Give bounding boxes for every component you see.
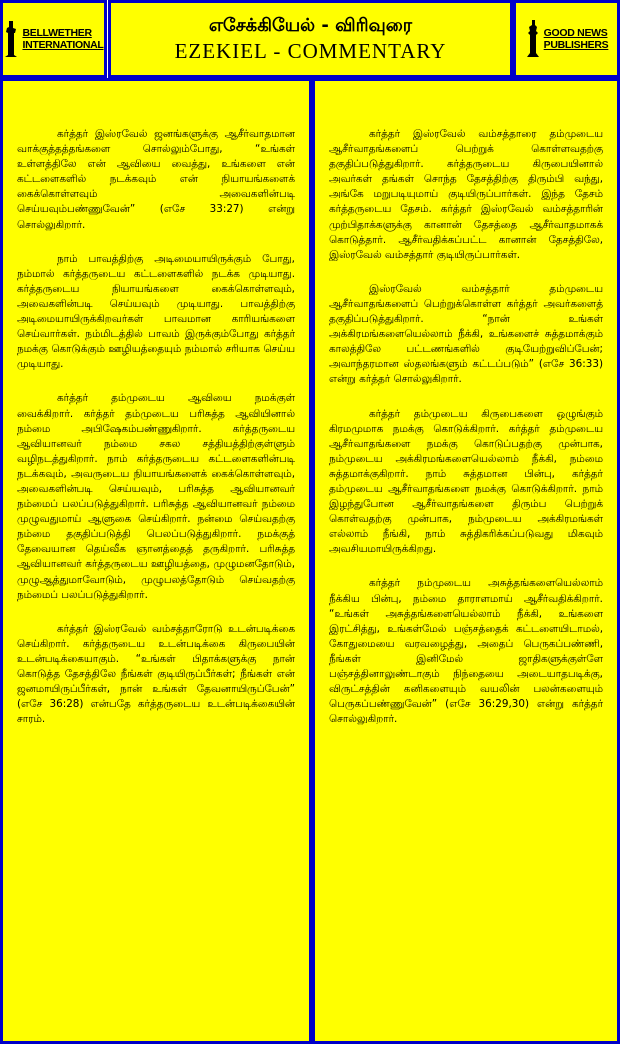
right-paragraph-2: இஸ்ரவேல் வம்சத்தார் தம்முடைய ஆசீர்வாதங்களைப் பெற்றுக்கொள்ள கர்த்தர் அவர்களைத் தகுதிப்படுத்துகிறார். “நான் உங்கள் அக்கிரமங்களையெல்லாம் நீக்கி, உங்களைச் சுத்தமாக்கும் காலத்திலே பட்டணங்களில் குடியேற்றுவிப்பேன்; அவாந்தரமான ஸ்தலங்களும் கட்டப்படும்” (எசே 36:33) என்று கர்த்தர் சொல்லுகிறார். <box>329 282 603 386</box>
good-news-figure-icon <box>525 19 541 59</box>
right-paragraph-3: கர்த்தர் தம்முடைய கிருபைகளை ஒழுங்கும் கிரமமுமாக நமக்கு கொடுக்கிறார். கர்த்தர் தம்முடைய ஆசீர்வாதங்களை நமக்கு கொடுப்பதற்கு முன்பாக, நம்முடைய அக்கிரமங்களையெல்லாம் நீக்கி, நம்மை சுத்தமாக்குகிறார். நாம் சுத்தமான பின்பு, கர்த்தர் தம்முடைய ஆசீர்வாதங்களை நமக்கு கொடுக்கிறார். நாம் இழந்துபோன ஆசீர்வாதங்களை திரும்ப பெற்றுக் கொள்வதற்கு முன்பாக, நம்முடைய அக்கிரமங்கள் எல்லாம் நீங்கி, நாம் சுத்திகரிக்கப்படுவது மிகவும் அவசியமாயிருக்கிறது. <box>329 407 603 556</box>
left-paragraph-1: கர்த்தர் இஸ்ரவேல் ஜனங்களுக்கு ஆசீர்வாதமான வாக்குத்தத்தங்களை சொல்லும்போது, “உங்கள் உள்ளத்திலே என் ஆவியை வைத்து, உங்களை என் கட்டளைகளில் நடக்கவும் என் நியாயங்களைக் கைக்கொள்ளவும் அவைகளின்படி செய்யவும்பண்ணுவேன்” (எசே 33:27) என்று சொல்லுகிறார். <box>17 128 295 231</box>
right-logo-box <box>513 0 620 78</box>
page-title-english: EZEKIEL - COMMENTARY <box>174 39 447 63</box>
left-logo-box <box>0 0 107 78</box>
title-box <box>108 0 513 78</box>
right-paragraph-4: கர்த்தர் நம்முடைய அசுத்தங்களையெல்லாம் நீக்கிய பின்பு, நம்மை தாராளமாய் ஆசீர்வதிக்கிறார். “உங்கள் அசுத்தங்களையெல்லாம் நீக்கி, உங்களை இரட்சித்து, உங்கள்மேல் பஞ்சத்தைக் கட்டளையிடாமல், கோதுமையை வரவழைத்து, அதைப் பெருகப்பண்ணி, நீங்கள் இனிமேல் ஜாதிகளுக்குள்ளே பஞ்சத்தினாலுண்டாகும் நிந்தையை அடையாதபடிக்கு, விருட்சத்தின் கனிகளையும் வயலின் பலன்களையும் பெருகப்பண்ணுவேன்” (எசே 36:29,30) என்று கர்த்தர் சொல்லுகிறார். <box>329 577 603 726</box>
good-news-logo <box>525 19 609 59</box>
bellwether-sheep-icon <box>3 19 19 59</box>
right-paragraph-1: கர்த்தர் இஸ்ரவேல் வம்சத்தாரை தம்முடைய ஆசீர்வாதங்களைப் பெற்றுக் கொள்ளவதற்கு தகுதிப்படுத்துகிறார். கர்த்தருடைய கிருபையினால் அவர்கள் தங்கள் சொந்த தேசத்திற்கு திரும்பி வந்து, அங்கே மறுபடியுமாய் குடியிருப்பார்கள். இந்த தேசம் கர்த்தருடைய தேசம். கர்த்தர் இஸ்ரவேல் வம்சத்தாரின் முற்பிதாக்களுக்கு கானான் தேசத்தை ஆசீர்வாதமாகக் கொடுத்தார். ஆசீர்வதிக்கப்பட்ட கானான் தேசத்திலே, இஸ்ரவேல் வம்சத்தார் குடியிருப்பார்கள். <box>329 128 603 261</box>
left-paragraph-3: கர்த்தர் தம்முடைய ஆவியை நமக்குள் வைக்கிறார். கர்த்தர் தம்முடைய பரிசுத்த ஆவியினால் நம்மை அபிஷேகம்பண்ணுகிறார். கர்த்தருடைய ஆவியானவர் நம்மை சகல சத்தியத்திற்குள்ளும் வழிநடத்துகிறார். நாம் கர்த்தருடைய கட்டளைகளின்படி நடக்கவும், அவருடைய நியாயங்களைக் கைக்கொள்ளவும், அவைகளின்படி செய்யவும், பரிசுத்த ஆவியானவர் நம்மைப் பலப்படுத்துகிறார். பரிசுத்த ஆவியானவர் நம்மை முழுவதுமாய் ஆளுகை செய்கிறார். நன்மை செய்வதற்கு நம்மை தகுதிப்படுத்தி பெலப்படுத்துகிறார். நமக்குத் தேவையான தெய்வீக ஞானத்தைத் தருகிறார். பரிசுத்த ஆவியானவர் கர்த்தருடைய ஊழியத்தை, முழுமனதோடும், முழுஆத்துமாவோடும், முழுபலத்தோடும் செய்வதற்கு நம்மைப் பலப்படுத்துகிறார். <box>17 392 295 601</box>
left-paragraph-2: நாம் பாவத்திற்கு அடிமையாயிருக்கும் போது, நம்மால் கர்த்தருடைய கட்டளைகளில் நடக்க முடியாது. கர்த்தருடைய நியாயங்களை கைக்கொள்ளவும், அவைகளின்படி செய்யவும் முடியாது. பாவத்திற்கு அடிமையாயிருக்கிறவர்கள் பாவமான காரியங்களை செய்வார்கள். நம்மிடத்தில் பாவம் இருக்கும்போது கர்த்தர் நமக்கு கொடுக்கும் ஊழியத்தையும் நம்மால் சரியாக செய்ய முடியாது. <box>17 252 295 371</box>
left-column <box>0 78 312 1044</box>
bellwether-logo <box>3 19 103 59</box>
right-column <box>312 78 620 1044</box>
left-logo-line1: BELLWETHER <box>22 27 92 39</box>
right-logo-line1: GOOD NEWS <box>543 27 608 39</box>
left-paragraph-4: கர்த்தர் இஸ்ரவேல் வம்சத்தாரோடு உடன்படிக்கை செய்கிறார். கர்த்தருடைய உடன்படிக்கை கிருபையின் உடன்படிக்கையாகும். “உங்கள் பிதாக்களுக்கு நான் கொடுத்த தேசத்திலே நீங்கள் குடியிருப்பீர்கள்; நீங்கள் என் ஜனமாயிருப்பீர்கள், நான் உங்கள் தேவனாயிருப்பேன்” (எசே 36:28) என்பதே கர்த்தருடைய உடன்படிக்கையின் சாரம். <box>17 622 295 726</box>
page-title-tamil: எசேக்கியேல் - விரிவுரை <box>208 15 413 36</box>
right-logo-line2: PUBLISHERS <box>543 39 609 51</box>
left-logo-line2: INTERNATIONAL <box>22 39 104 51</box>
